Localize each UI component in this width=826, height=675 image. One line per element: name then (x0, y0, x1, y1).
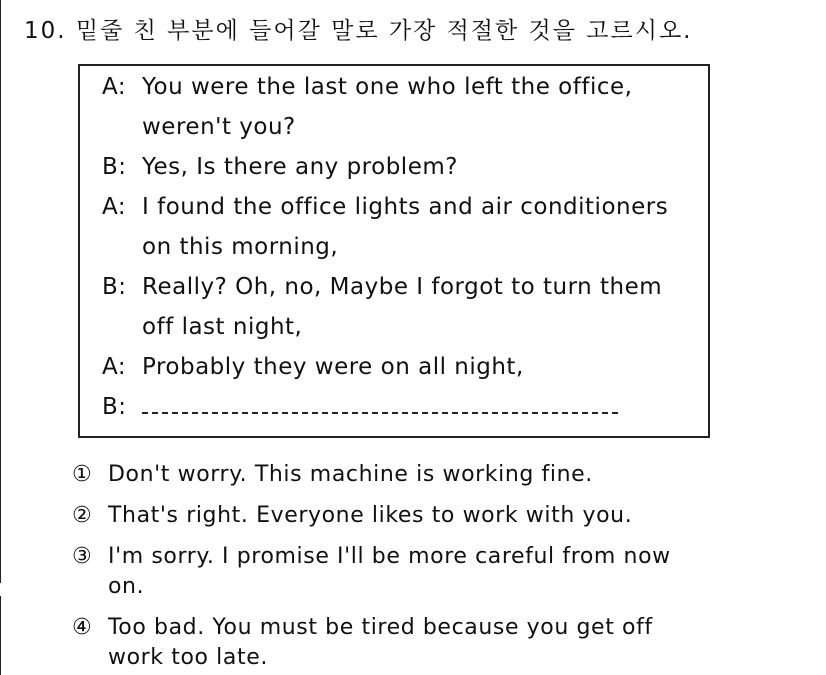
dialogue-text: off last night, (142, 314, 303, 340)
dialogue-line (142, 234, 338, 260)
dialogue-line (102, 354, 524, 380)
option-text: Don't worry. This machine is working fine. (108, 462, 593, 487)
dialogue-line (102, 74, 632, 100)
dialogue-line (142, 314, 302, 340)
speaker-label: A: (102, 194, 127, 220)
speaker-label: B: (102, 394, 127, 420)
dialogue-text: Yes, Is there any problem? (142, 154, 458, 180)
dialogue-text: Really? Oh, no, Maybe I forgot to turn them (142, 274, 663, 300)
dialogue-text: I found the office lights and air conditioners (142, 194, 669, 220)
option-3-continuation-clipped (108, 574, 145, 599)
dialogue-line (102, 274, 662, 300)
option-text: Too bad. You must be tired because you get off (108, 615, 653, 640)
option-text: I'm sorry. I promise I'll be more careful from now (108, 544, 671, 569)
dialogue-line (142, 114, 296, 140)
dialogue-text: You were the last one who left the office, (142, 74, 633, 100)
option-number: ① (72, 462, 93, 487)
left-margin-rule-lower (0, 596, 1, 675)
question-prompt: 10. 밑줄 친 부분에 들어갈 말로 가장 적절한 것을 고르시오. (24, 18, 693, 44)
answer-option-2[interactable] (72, 503, 632, 528)
left-margin-rule (0, 0, 1, 583)
dialogue-line (102, 154, 458, 180)
speaker-label: B: (102, 274, 127, 300)
dialogue-text: weren't you? (142, 114, 296, 140)
answer-option-4[interactable] (72, 615, 653, 640)
speaker-label: A: (102, 74, 127, 100)
option-number: ② (72, 503, 93, 528)
speaker-label: B: (102, 154, 127, 180)
option-text: That's right. Everyone likes to work with you. (108, 503, 633, 528)
dialogue-line (102, 194, 668, 220)
answer-blank (142, 400, 618, 414)
dialogue-text: on this morning, (142, 234, 339, 260)
answer-option-1[interactable] (72, 462, 593, 487)
answer-option-3[interactable] (72, 544, 671, 569)
speaker-label: A: (102, 354, 127, 380)
option-number: ③ (72, 544, 93, 569)
dialogue-box (78, 64, 710, 438)
dialogue-text: Probably they were on all night, (142, 354, 524, 380)
option-continuation-text: on. (108, 574, 145, 599)
dialogue-line-blank (102, 394, 618, 420)
option-number: ④ (72, 615, 93, 640)
option-4-continuation: work too late. (108, 645, 268, 670)
